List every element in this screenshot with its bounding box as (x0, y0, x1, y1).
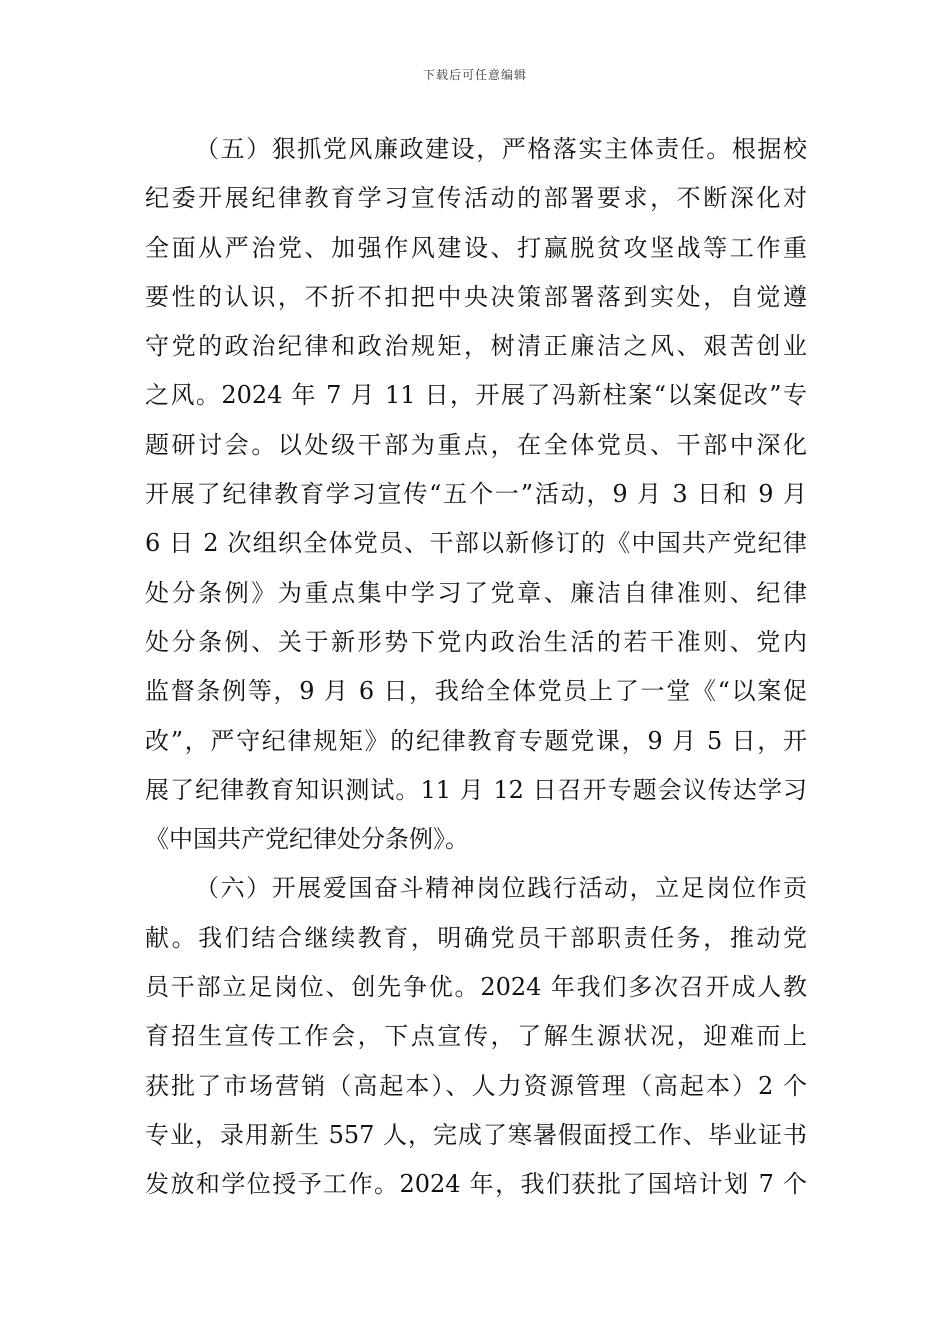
text-line: 要性的认识，不折不扣把中央决策部署落到实处，自觉遵 (145, 282, 807, 311)
text-line: 之风。2024 年 7 月 11 日，开展了冯新柱案“以案促改”专 (145, 381, 807, 410)
text-line: 守党的政治纪律和政治规矩，树清正廉洁之风、艰苦创业 (145, 332, 807, 361)
text-line: 员干部立足岗位、创先争优。2024 年我们多次召开成人教 (145, 973, 807, 1002)
paragraph-5 (145, 125, 807, 864)
text-line: 全面从严治党、加强作风建设、打赢脱贫攻坚战等工作重 (145, 233, 807, 262)
text-line: 监督条例等，9 月 6 日，我给全体党员上了一堂《“以案促 (145, 677, 807, 706)
text-line: 改”，严守纪律规矩》的纪律教育专题党课，9 月 5 日，开 (145, 726, 807, 755)
text-line: 获批了市场营销（高起本）、人力资源管理（高起本）2 个 (145, 1071, 807, 1100)
document-body (145, 125, 807, 1210)
text-line: （五）狠抓党风廉政建设，严格落实主体责任。根据校 (195, 135, 807, 163)
text-line: 处分条例》为重点集中学习了党章、廉洁自律准则、纪律 (145, 578, 807, 607)
text-line: 题研讨会。以处级干部为重点，在全体党员、干部中深化 (145, 430, 807, 459)
text-line: 处分条例、关于新形势下党内政治生活的若干准则、党内 (145, 627, 807, 656)
text-line: 《中国共产党纪律处分条例》。 (145, 825, 469, 854)
text-line: （六）开展爱国奋斗精神岗位践行活动，立足岗位作贡 (195, 874, 807, 903)
paragraph-6 (145, 864, 807, 1209)
text-line: 开展了纪律教育学习宣传“五个一”活动，9 月 3 日和 9 月 (145, 480, 807, 509)
text-line: 发放和学位授予工作。2024 年，我们获批了国培计划 7 个 (145, 1170, 807, 1199)
text-line: 展了纪律教育知识测试。11 月 12 日召开专题会议传达学习 (145, 775, 807, 804)
text-line: 纪委开展纪律教育学习宣传活动的部署要求，不断深化对 (145, 184, 807, 213)
text-line: 专业，录用新生 557 人，完成了寒暑假面授工作、毕业证书 (145, 1120, 807, 1149)
page-header: 下载后可任意编辑 (422, 68, 527, 82)
text-line: 6 日 2 次组织全体党员、干部以新修订的《中国共产党纪律 (145, 529, 807, 558)
text-line: 育招生宣传工作会，下点宣传，了解生源状况，迎难而上 (145, 1022, 807, 1051)
text-line: 献。我们结合继续教育，明确党员干部职责任务，推动党 (145, 923, 807, 952)
